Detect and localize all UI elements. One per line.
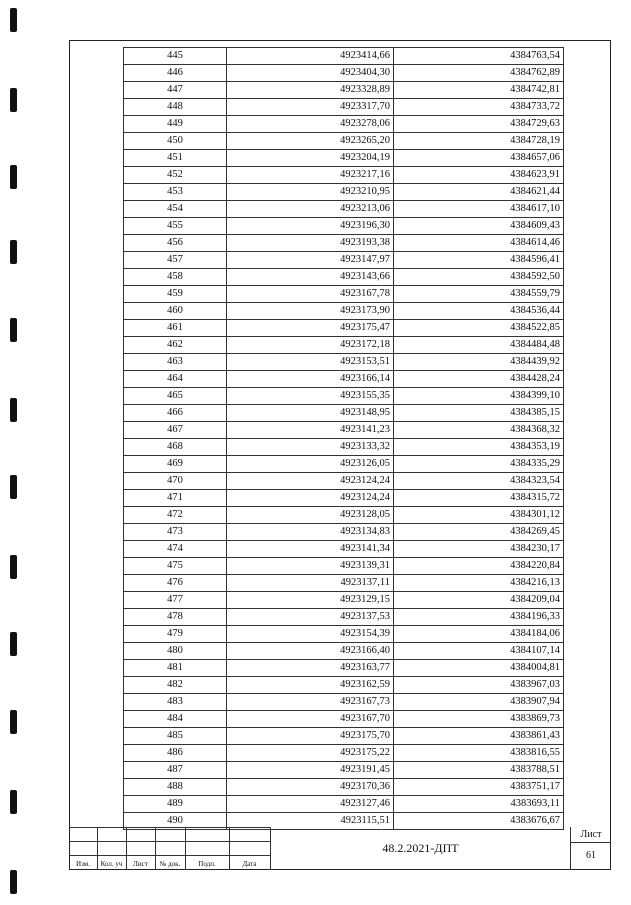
table-row [124,99,564,116]
table-row [124,558,564,575]
x-coordinate-cell: 4923148,95 [227,405,394,422]
point-number-cell: 454 [124,201,227,218]
y-coordinate-cell: 4384315,72 [394,490,564,507]
table-row [124,116,564,133]
x-coordinate-cell: 4923404,30 [227,65,394,82]
x-coordinate-cell: 4923278,06 [227,116,394,133]
binding-mark [10,240,17,264]
x-coordinate-cell: 4923193,38 [227,235,394,252]
point-number-cell: 481 [124,660,227,677]
point-number-cell: 472 [124,507,227,524]
table-row [124,524,564,541]
stamp-column-label: Кол. уч [100,860,123,868]
table-row [124,269,564,286]
point-number-cell: 483 [124,694,227,711]
grid-line [69,855,270,856]
x-coordinate-cell: 4923124,24 [227,490,394,507]
point-number-cell: 476 [124,575,227,592]
point-number-cell: 461 [124,320,227,337]
point-number-cell: 487 [124,762,227,779]
x-coordinate-cell: 4923167,70 [227,711,394,728]
table-row [124,541,564,558]
point-number-cell: 485 [124,728,227,745]
table-row [124,711,564,728]
point-number-cell: 449 [124,116,227,133]
point-number-cell: 452 [124,167,227,184]
point-number-cell: 473 [124,524,227,541]
point-number-cell: 463 [124,354,227,371]
binding-mark [10,318,17,342]
x-coordinate-cell: 4923127,46 [227,796,394,813]
y-coordinate-cell: 4384230,17 [394,541,564,558]
x-coordinate-cell: 4923143,66 [227,269,394,286]
x-coordinate-cell: 4923141,23 [227,422,394,439]
stamp-column-label: Изм. [76,860,90,868]
y-coordinate-cell: 4384385,15 [394,405,564,422]
point-number-cell: 470 [124,473,227,490]
x-coordinate-cell: 4923170,36 [227,779,394,796]
x-coordinate-cell: 4923124,24 [227,473,394,490]
y-coordinate-cell: 4384220,84 [394,558,564,575]
y-coordinate-cell: 4384596,41 [394,252,564,269]
table-row [124,286,564,303]
point-number-cell: 489 [124,796,227,813]
x-coordinate-cell: 4923134,83 [227,524,394,541]
x-coordinate-cell: 4923137,53 [227,609,394,626]
table-row [124,490,564,507]
stamp-column-label: Лист [133,860,148,868]
table-row [124,626,564,643]
point-number-cell: 448 [124,99,227,116]
x-coordinate-cell: 4923167,78 [227,286,394,303]
binding-marks [0,0,22,905]
y-coordinate-cell: 4384592,50 [394,269,564,286]
x-coordinate-cell: 4923155,35 [227,388,394,405]
table-row [124,337,564,354]
y-coordinate-cell: 4384484,48 [394,337,564,354]
y-coordinate-cell: 4384004,81 [394,660,564,677]
x-coordinate-cell: 4923317,70 [227,99,394,116]
point-number-cell: 478 [124,609,227,626]
table-row [124,235,564,252]
sheet-number: 61 [586,850,596,861]
table-row [124,694,564,711]
title-block [69,827,611,870]
table-row [124,65,564,82]
point-number-cell: 460 [124,303,227,320]
y-coordinate-cell: 4384368,32 [394,422,564,439]
x-coordinate-cell: 4923166,40 [227,643,394,660]
y-coordinate-cell: 4384536,44 [394,303,564,320]
table-row [124,456,564,473]
table-row [124,133,564,150]
y-coordinate-cell: 4384107,14 [394,643,564,660]
y-coordinate-cell: 4384762,89 [394,65,564,82]
sheet-label: Лист [571,827,611,843]
y-coordinate-cell: 4383676,67 [394,813,564,830]
y-coordinate-cell: 4384617,10 [394,201,564,218]
y-coordinate-cell: 4384269,45 [394,524,564,541]
table-row [124,473,564,490]
table-row [124,48,564,65]
table-row [124,643,564,660]
point-number-cell: 453 [124,184,227,201]
table-row [124,728,564,745]
point-number-cell: 479 [124,626,227,643]
x-coordinate-cell: 4923175,70 [227,728,394,745]
table-row [124,660,564,677]
x-coordinate-cell: 4923172,18 [227,337,394,354]
table-row [124,252,564,269]
y-coordinate-cell: 4384559,79 [394,286,564,303]
y-coordinate-cell: 4384196,33 [394,609,564,626]
x-coordinate-cell: 4923147,97 [227,252,394,269]
table-row [124,609,564,626]
y-coordinate-cell: 4384184,06 [394,626,564,643]
table-row [124,218,564,235]
stamp-column-label: Дата [242,860,257,868]
x-coordinate-cell: 4923217,16 [227,167,394,184]
point-number-cell: 466 [124,405,227,422]
point-number-cell: 480 [124,643,227,660]
table-row [124,150,564,167]
table-row [124,201,564,218]
y-coordinate-cell: 4384623,91 [394,167,564,184]
binding-mark [10,398,17,422]
y-coordinate-cell: 4384522,85 [394,320,564,337]
y-coordinate-cell: 4383861,43 [394,728,564,745]
table-row [124,388,564,405]
y-coordinate-cell: 4384216,13 [394,575,564,592]
point-number-cell: 457 [124,252,227,269]
y-coordinate-cell: 4383693,11 [394,796,564,813]
table-row [124,303,564,320]
table-row [124,167,564,184]
grid-line [69,827,270,828]
coordinates-table-body [124,48,564,830]
y-coordinate-cell: 4384621,44 [394,184,564,201]
y-coordinate-cell: 4384729,63 [394,116,564,133]
binding-mark [10,632,17,656]
binding-mark [10,88,17,112]
y-coordinate-cell: 4383751,17 [394,779,564,796]
point-number-cell: 484 [124,711,227,728]
x-coordinate-cell: 4923265,20 [227,133,394,150]
y-coordinate-cell: 4384439,92 [394,354,564,371]
binding-mark [10,870,17,894]
x-coordinate-cell: 4923196,30 [227,218,394,235]
table-row [124,354,564,371]
table-row [124,184,564,201]
binding-mark [10,8,17,32]
y-coordinate-cell: 4384657,06 [394,150,564,167]
point-number-cell: 488 [124,779,227,796]
y-coordinate-cell: 4383869,73 [394,711,564,728]
y-coordinate-cell: 4384609,43 [394,218,564,235]
point-number-cell: 471 [124,490,227,507]
y-coordinate-cell: 4384399,10 [394,388,564,405]
x-coordinate-cell: 4923154,39 [227,626,394,643]
table-row [124,320,564,337]
point-number-cell: 486 [124,745,227,762]
point-number-cell: 458 [124,269,227,286]
x-coordinate-cell: 4923141,34 [227,541,394,558]
y-coordinate-cell: 4384728,19 [394,133,564,150]
point-number-cell: 445 [124,48,227,65]
table-row [124,677,564,694]
table-row [124,592,564,609]
y-coordinate-cell: 4383907,94 [394,694,564,711]
x-coordinate-cell: 4923414,66 [227,48,394,65]
x-coordinate-cell: 4923133,32 [227,439,394,456]
point-number-cell: 465 [124,388,227,405]
point-number-cell: 468 [124,439,227,456]
point-number-cell: 469 [124,456,227,473]
grid-line [69,841,270,842]
binding-mark [10,555,17,579]
table-row [124,745,564,762]
table-row [124,779,564,796]
x-coordinate-cell: 4923328,89 [227,82,394,99]
coordinates-table [123,47,564,830]
point-number-cell: 477 [124,592,227,609]
x-coordinate-cell: 4923175,47 [227,320,394,337]
binding-mark [10,165,17,189]
x-coordinate-cell: 4923210,95 [227,184,394,201]
x-coordinate-cell: 4923166,14 [227,371,394,388]
x-coordinate-cell: 4923175,22 [227,745,394,762]
table-row [124,422,564,439]
x-coordinate-cell: 4923191,45 [227,762,394,779]
x-coordinate-cell: 4923128,05 [227,507,394,524]
y-coordinate-cell: 4384763,54 [394,48,564,65]
point-number-cell: 482 [124,677,227,694]
x-coordinate-cell: 4923173,90 [227,303,394,320]
table-row [124,507,564,524]
x-coordinate-cell: 4923115,51 [227,813,394,830]
x-coordinate-cell: 4923153,51 [227,354,394,371]
point-number-cell: 474 [124,541,227,558]
point-number-cell: 475 [124,558,227,575]
y-coordinate-cell: 4384323,54 [394,473,564,490]
x-coordinate-cell: 4923163,77 [227,660,394,677]
y-coordinate-cell: 4384614,46 [394,235,564,252]
x-coordinate-cell: 4923213,06 [227,201,394,218]
x-coordinate-cell: 4923162,59 [227,677,394,694]
x-coordinate-cell: 4923137,11 [227,575,394,592]
y-coordinate-cell: 4384428,24 [394,371,564,388]
point-number-cell: 459 [124,286,227,303]
point-number-cell: 467 [124,422,227,439]
table-row [124,762,564,779]
y-coordinate-cell: 4384335,29 [394,456,564,473]
table-row [124,796,564,813]
stamp-column-label: Подп. [198,860,216,868]
y-coordinate-cell: 4383967,03 [394,677,564,694]
point-number-cell: 450 [124,133,227,150]
y-coordinate-cell: 4383816,55 [394,745,564,762]
document-code: 48.2.2021-ДПТ [270,827,571,870]
point-number-cell: 447 [124,82,227,99]
y-coordinate-cell: 4383788,51 [394,762,564,779]
binding-mark [10,710,17,734]
table-row [124,371,564,388]
revision-grid [69,827,270,870]
y-coordinate-cell: 4384742,81 [394,82,564,99]
point-number-cell: 464 [124,371,227,388]
binding-mark [10,475,17,499]
point-number-cell: 446 [124,65,227,82]
x-coordinate-cell: 4923129,15 [227,592,394,609]
table-row [124,575,564,592]
point-number-cell: 455 [124,218,227,235]
binding-mark [10,790,17,814]
y-coordinate-cell: 4384209,04 [394,592,564,609]
point-number-cell: 451 [124,150,227,167]
point-number-cell: 490 [124,813,227,830]
point-number-cell: 462 [124,337,227,354]
table-row [124,439,564,456]
y-coordinate-cell: 4384733,72 [394,99,564,116]
point-number-cell: 456 [124,235,227,252]
stamp-column-label: № док. [159,860,181,868]
x-coordinate-cell: 4923139,31 [227,558,394,575]
y-coordinate-cell: 4384353,19 [394,439,564,456]
table-row [124,405,564,422]
x-coordinate-cell: 4923167,73 [227,694,394,711]
x-coordinate-cell: 4923126,05 [227,456,394,473]
x-coordinate-cell: 4923204,19 [227,150,394,167]
table-row [124,82,564,99]
y-coordinate-cell: 4384301,12 [394,507,564,524]
